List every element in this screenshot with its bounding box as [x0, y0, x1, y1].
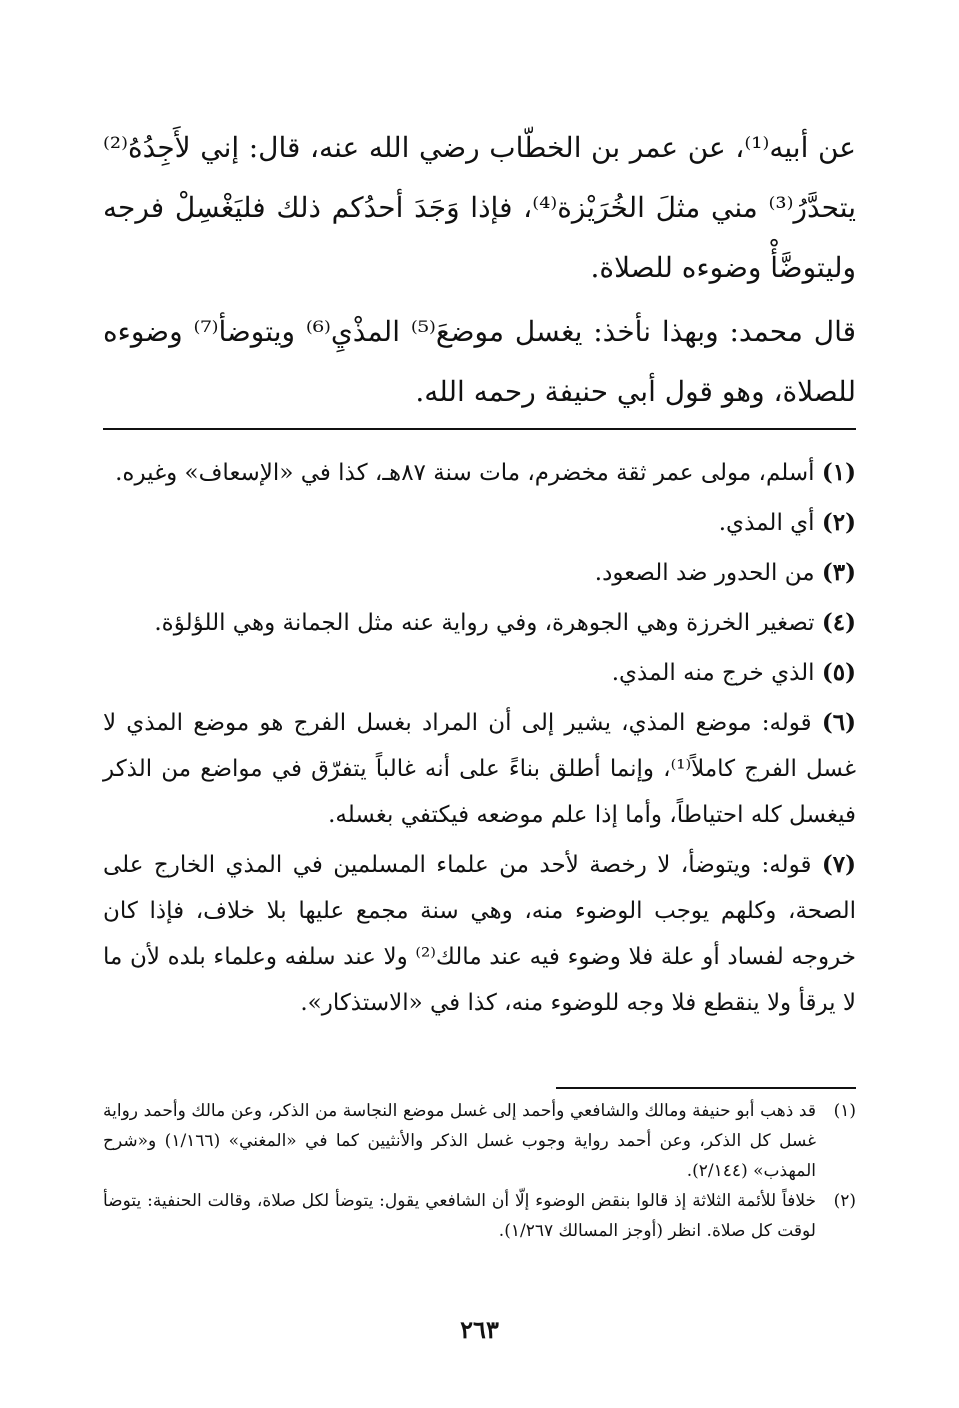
footnote-number: (٢) — [821, 509, 856, 536]
main-text — [103, 118, 856, 422]
footnote-number: (٤) — [821, 609, 856, 636]
footnote-text: قوله: ويتوضأ، لا رخصة لأحد من علماء المسلمين في المذي الخارج على الصحة، وكلهم يوجب الوضوء منه، وهي سنة مجمع عليها بلا خلاف، فإذا كان خروجه لفساد أو علة فلا وضوء فيه عند مالك⁽²⁾ ولا عند سلفه وعلماء بلده لأن ما لا يرقأ ولا ينقطع فلا وجه للوضوء منه، كذا في «الاستذكار». — [103, 852, 856, 1016]
footnote-text: من الحدور ضد الصعود. — [594, 560, 815, 586]
sub-footnote-2 — [103, 1186, 856, 1246]
footnote-number: (٥) — [821, 659, 856, 686]
footnote-text: الذي خرج منه المذي. — [611, 660, 815, 686]
sub-footnote-1 — [103, 1096, 856, 1186]
footnote-text: تصغير الخرزة وهي الجوهرة، وفي رواية عنه مثل الجمانة وهي اللؤلؤة. — [154, 610, 815, 636]
footnotes — [103, 450, 856, 1030]
footnote-3 — [103, 550, 856, 596]
sub-footnote-text: قد ذهب أبو حنيفة ومالك والشافعي وأحمد إلى غسل موضع النجاسة من الذكر، وعن مالك وأحمد رواية غسل كل الذكر، وعن أحمد رواية وجوب غسل الذكر والأنثيين كما في «المغني» (١/١٦٦) و«شرح المهذب» (٢/١٤٤). — [103, 1101, 817, 1181]
footnote-6 — [103, 700, 856, 838]
page-number: ٢٦٣ — [460, 1315, 499, 1344]
subnote-separator — [556, 1087, 856, 1089]
footnote-text: قوله: موضع المذي، يشير إلى أن المراد بغسل الفرج هو موضع المذي لا غسل الفرج كاملاً⁽¹⁾، وإنما أطلق بناءً على أنه غالباً يتفرّق في مواضع من الذكر فيغسل كله احتياطاً، وأما إذا علم موضعه فيكتفي بغسله. — [103, 710, 856, 828]
footnote-number: (١) — [821, 459, 856, 486]
footnote-1 — [103, 450, 856, 496]
footnote-number: (٧) — [821, 851, 857, 878]
main-paragraph-2: قال محمد: وبهذا نأخذ: يغسل موضعَ⁽⁵⁾ المذْيِ⁽⁶⁾ ويتوضأ⁽⁷⁾ وضوءه للصلاة، وهو قول أبي حنيفة رحمه الله. — [103, 315, 856, 408]
footnote-2 — [103, 500, 856, 546]
sub-footnote-number: (٢) — [833, 1191, 856, 1211]
sub-footnotes — [103, 1096, 856, 1246]
main-paragraph-1: عن أبيه⁽¹⁾، عن عمر بن الخطّاب رضي الله عنه، قال: إني لأَجِدُهُ⁽²⁾ يتحدَّرُ⁽³⁾ مني مثلَ الخُرَيْزة⁽⁴⁾، فإذا وَجَدَ أحدُكم ذلك فليَغْسِلْ فرجه وليتوضَّأْ وضوءه للصلاة. — [103, 131, 856, 284]
footnote-text: أسلم، مولى عمر ثقة مخضرم، مات سنة ٨٧هـ، كذا في «الإسعاف» وغيره. — [115, 460, 815, 486]
sub-footnote-number: (١) — [833, 1101, 856, 1121]
footnote-separator — [103, 428, 856, 430]
sub-footnote-text: خلافاً للأئمة الثلاثة إذ قالوا بنقض الوضوء إلّا أن الشافعي يقول: يتوضأ لكل صلاة، وقالت الحنفية: يتوضأ لوقت كل صلاة. انظر (أوجز المسالك ١/٢٦٧). — [103, 1191, 816, 1241]
footnote-5 — [103, 650, 856, 696]
footnote-7 — [103, 842, 856, 1026]
footnote-number: (٦) — [821, 709, 856, 736]
footnote-text: أي المذي. — [718, 510, 815, 536]
footnote-number: (٣) — [821, 559, 856, 586]
footnote-4 — [103, 600, 856, 646]
